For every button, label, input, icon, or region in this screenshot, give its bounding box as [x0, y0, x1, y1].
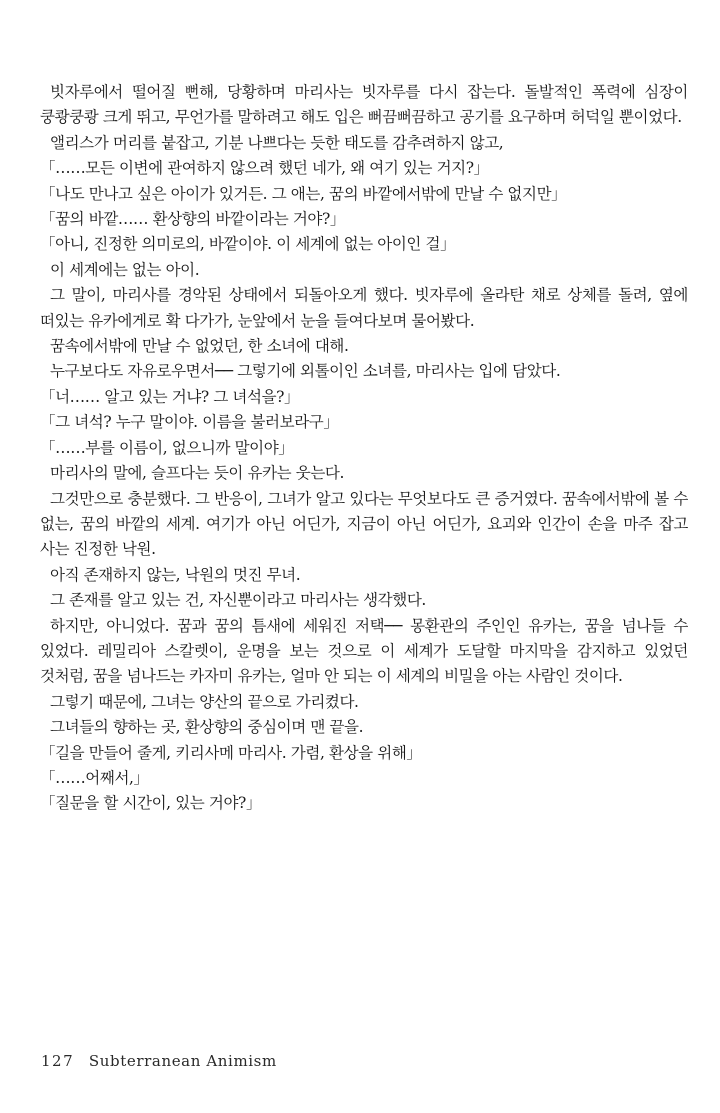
- dialog-line: 「질문을 할 시간이, 있는 거야?」: [40, 794, 262, 813]
- page-footer: [41, 1052, 277, 1070]
- paragraph: 이 세계에는 없는 아이.: [50, 260, 200, 279]
- dialog-line: 「그 녀석? 누구 말이야. 이름을 불러보라구」: [40, 413, 339, 432]
- paragraph: 꿈속에서밖에 만날 수 없었던, 한 소녀에 대해.: [50, 337, 349, 356]
- dialog-line: 「……부를 이름이, 없으니까 말이야」: [40, 438, 294, 457]
- paragraph: 하지만, 아니었다. 꿈과 꿈의 틈새에 세워진 저택── 몽환관의 주인인 유카는, 꿈을 넘나들 수 있었다. 레밀리아 스칼렛이, 운명을 보는 것으로 이 세계가 도달할 마지막을 감지하고 있었던 것처럼, 꿈을 넘나드는 카자미 유카는, 얼마 안 되는 이 세계의 비밀을 아는 사람인 것이다.: [40, 616, 688, 686]
- dialog-line: 「……어째서,」: [40, 768, 149, 787]
- paragraph: 빗자루에서 떨어질 뻔해, 당황하며 마리사는 빗자루를 다시 잡는다. 돌발적인 폭력에 심장이 쿵쾅쿵쾅 크게 뛰고, 무언가를 말하려고 해도 입은 뻐끔뻐끔하고 공기를 요구하며 허덕일 뿐이었다.: [40, 83, 688, 127]
- paragraph: 앨리스가 머리를 붙잡고, 기분 나쁘다는 듯한 태도를 감추려하지 않고,: [50, 133, 504, 152]
- paragraph: 마리사의 말에, 슬프다는 듯이 유카는 웃는다.: [50, 464, 345, 483]
- paragraph: 그것만으로 충분했다. 그 반응이, 그녀가 알고 있다는 무엇보다도 큰 증거였다. 꿈속에서밖에 볼 수 없는, 꿈의 바깥의 세계. 여기가 아닌 어딘가, 지금이 아닌 어딘가, 요괴와 인간이 손을 마주 잡고 사는 진정한 낙원.: [40, 489, 688, 559]
- page-number: 127: [41, 1052, 75, 1070]
- dialog-line: 「길을 만들어 줄게, 키리사메 마리사. 가렴, 환상을 위해」: [40, 743, 422, 762]
- paragraph: 그렇기 때문에, 그녀는 양산의 끝으로 가리켰다.: [50, 692, 359, 711]
- dialog-line: 「아니, 진정한 의미로의, 바깥이야. 이 세계에 없는 아이인 걸」: [40, 235, 456, 254]
- paragraph: 그 존재를 알고 있는 건, 자신뿐이라고 마리사는 생각했다.: [50, 591, 426, 610]
- paragraph: 아직 존재하지 않는, 낙원의 멋진 무녀.: [50, 565, 301, 584]
- page-body-text: [40, 80, 688, 817]
- dialog-line: 「꿈의 바깥…… 환상향의 바깥이라는 거야?」: [40, 210, 346, 229]
- dialog-line: 「……모든 이변에 관여하지 않으려 했던 네가, 왜 여기 있는 거지?」: [40, 159, 489, 178]
- book-title: Subterranean Animism: [88, 1052, 277, 1070]
- paragraph: 누구보다도 자유로우면서── 그렇기에 외톨이인 소녀를, 마리사는 입에 담았다.: [50, 362, 561, 381]
- dialog-line: 「너…… 알고 있는 거냐? 그 녀석을?」: [40, 387, 300, 406]
- paragraph: 그 말이, 마리사를 경악된 상태에서 되돌아오게 했다. 빗자루에 올라탄 채로 상체를 돌려, 옆에 떠있는 유카에게로 확 다가가, 눈앞에서 눈을 들여다보며 물어봤다.: [40, 286, 688, 330]
- dialog-line: 「나도 만나고 싶은 아이가 있거든. 그 애는, 꿈의 바깥에서밖에 만날 수 없지만」: [40, 184, 567, 203]
- paragraph: 그녀들의 향하는 곳, 환상향의 중심이며 맨 끝을.: [50, 718, 364, 737]
